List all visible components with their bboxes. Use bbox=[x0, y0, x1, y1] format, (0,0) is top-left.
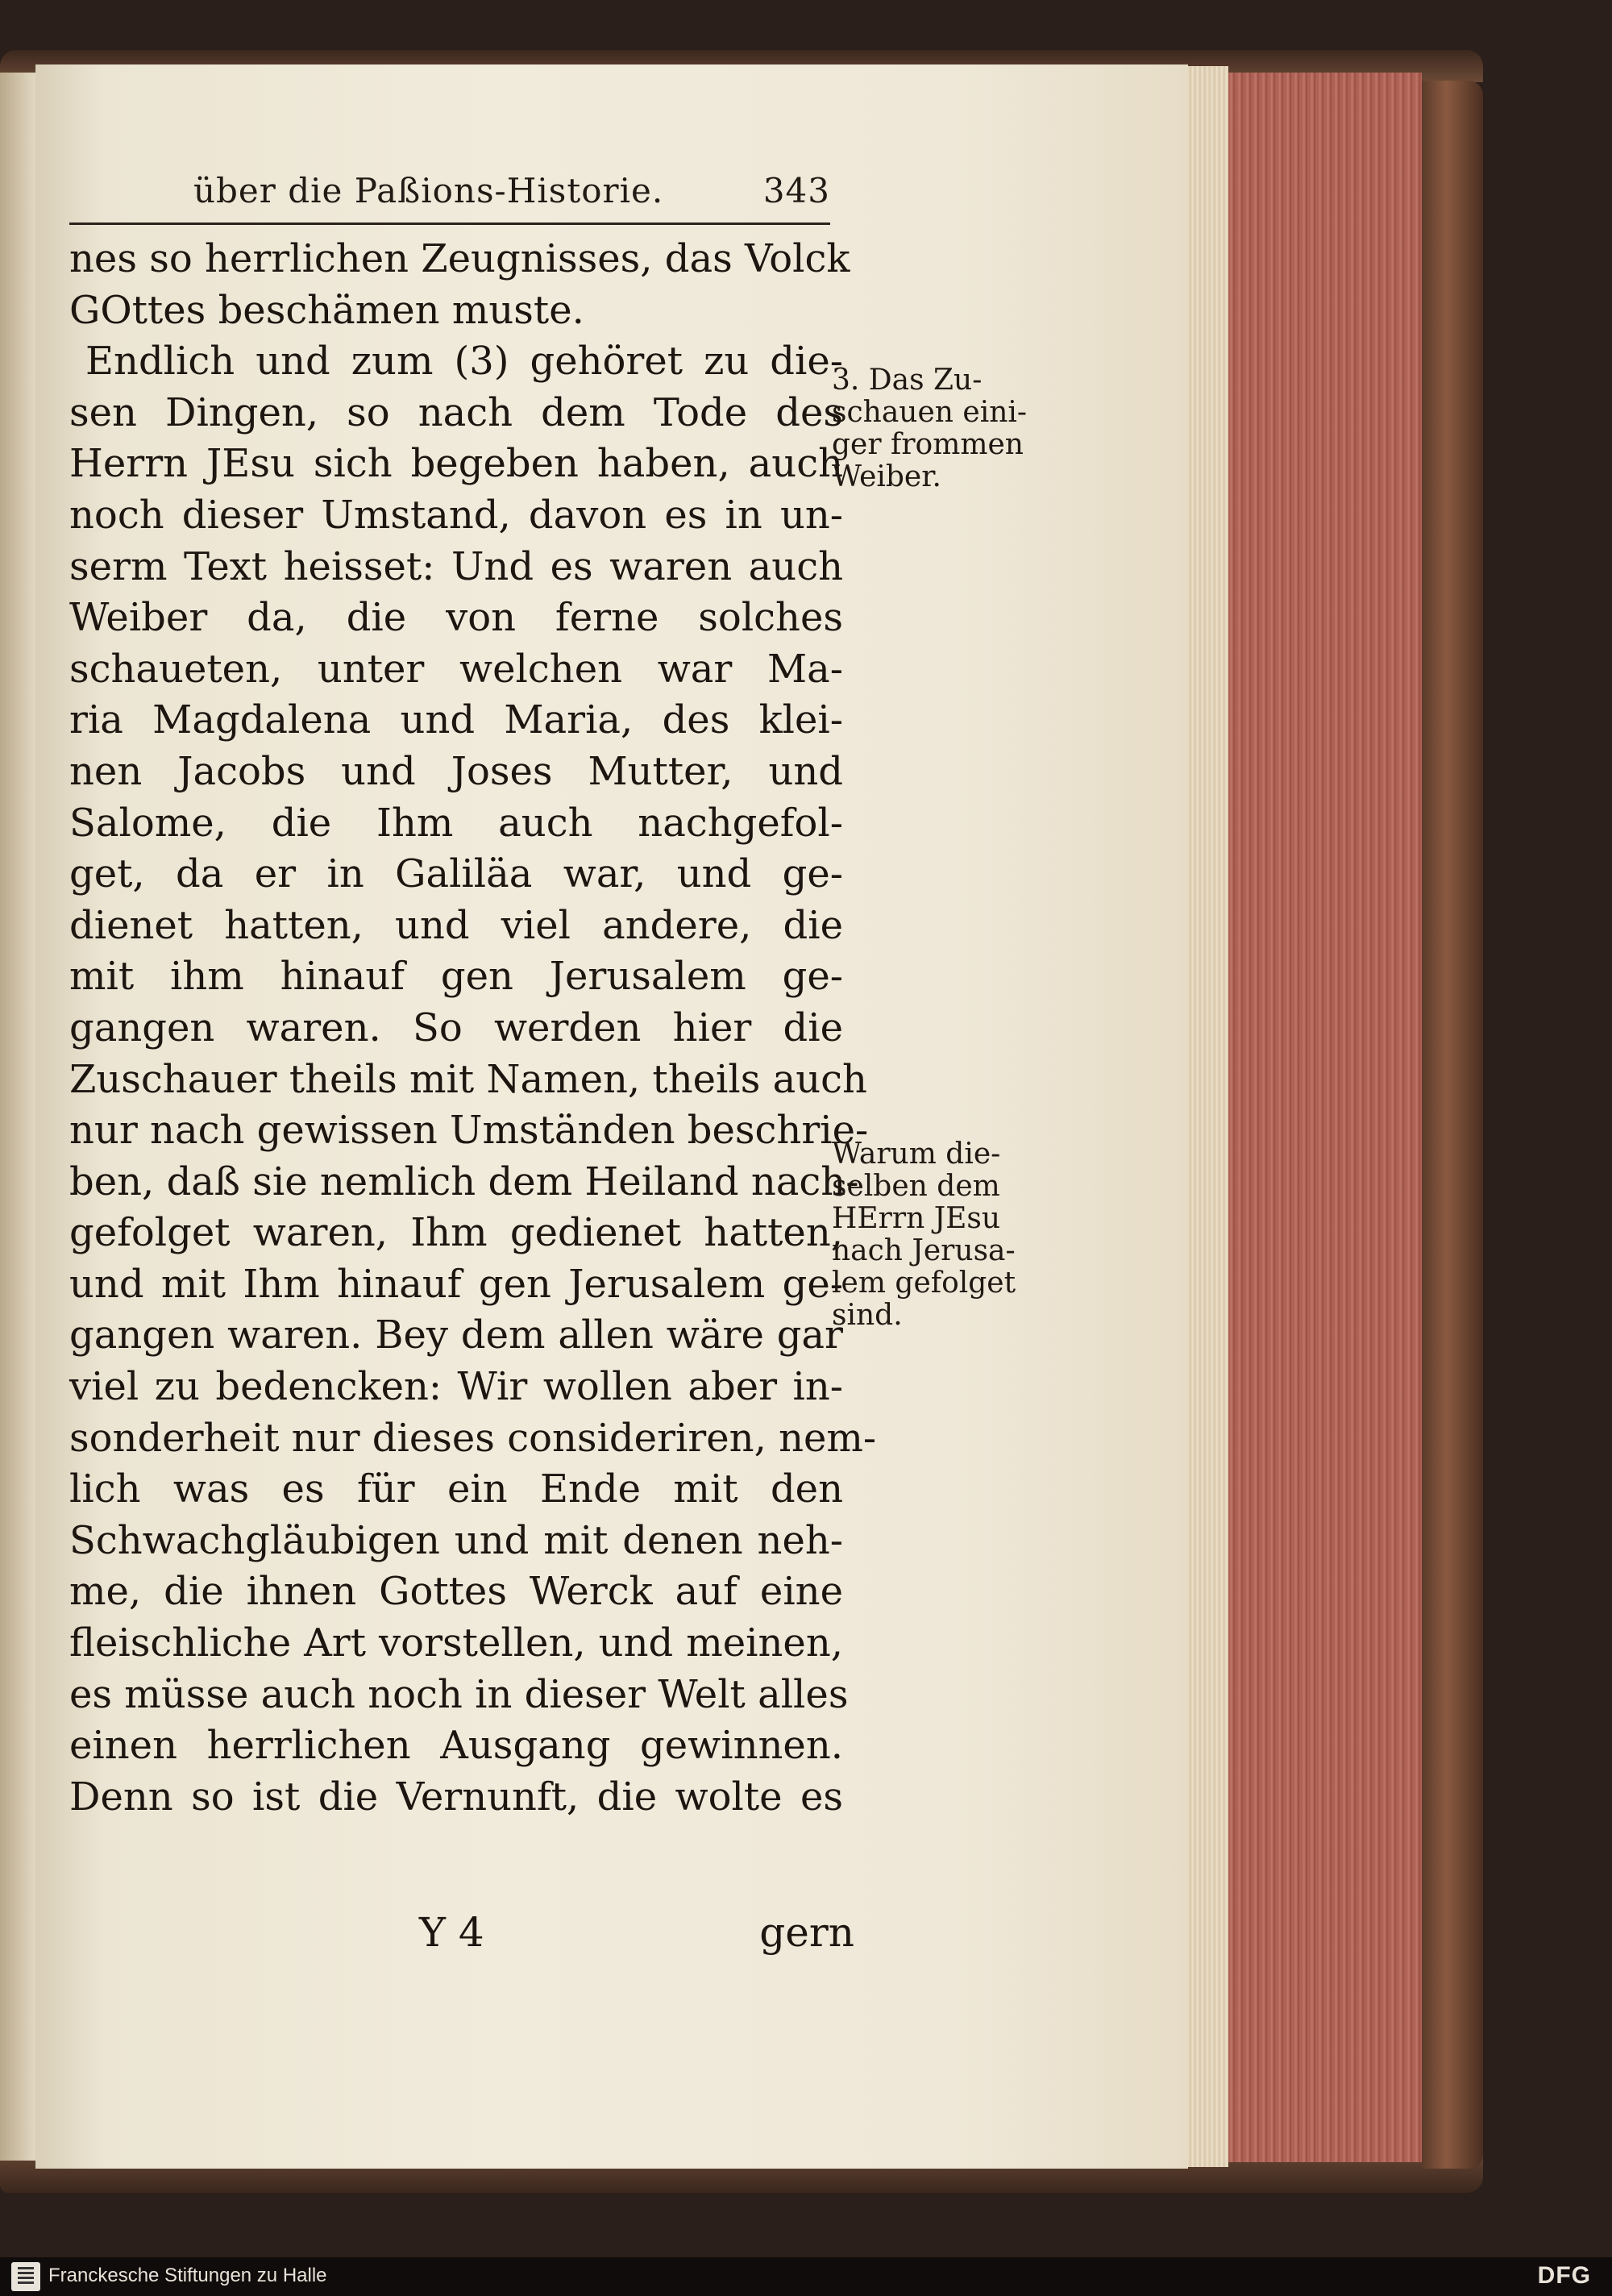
text-line: ben, daß sie nemlich dem Heiland nach- bbox=[69, 1158, 859, 1204]
text-line: me, die ihnen Gottes Werck auf eine bbox=[69, 1569, 843, 1615]
marginal-line: Warum die- bbox=[832, 1138, 1001, 1171]
text-line: gefolget waren, Ihm gedienet hatten, bbox=[69, 1210, 843, 1256]
text-line: Salome, die Ihm auch nachgefol- bbox=[69, 800, 843, 846]
catchword: gern bbox=[759, 1909, 854, 1956]
institution-logo-icon bbox=[11, 2262, 40, 2291]
text-line: und mit Ihm hinauf gen Jerusalem ge- bbox=[69, 1261, 843, 1307]
text-line: Herrn JEsu sich begeben haben, auch bbox=[69, 441, 843, 487]
marginal-line: selben dem bbox=[832, 1170, 1000, 1203]
text-line: Endlich und zum (3) gehöret zu die- bbox=[85, 339, 843, 385]
institution-credit: Franckesche Stiftungen zu Halle bbox=[48, 2265, 327, 2286]
marginal-line: HErrn JEsu bbox=[832, 1202, 1001, 1235]
page-footer bbox=[419, 1909, 854, 1961]
running-title: über die Paßions-Historie. bbox=[193, 171, 664, 210]
text-line: get, da er in Galiläa war, und ge- bbox=[69, 851, 843, 897]
text-line: gangen waren. So werden hier die bbox=[69, 1004, 843, 1050]
book-binding bbox=[1422, 81, 1483, 2169]
marginal-line: 3. Das Zu- bbox=[832, 364, 983, 397]
text-line: viel zu bedencken: Wir wollen aber in- bbox=[69, 1364, 843, 1410]
text-line: sen Dingen, so nach dem Tode des bbox=[69, 389, 843, 435]
marginal-line: lem gefolget bbox=[832, 1267, 1016, 1300]
marginal-line: Weiber. bbox=[832, 460, 941, 493]
marginal-line: schauen eini- bbox=[832, 396, 1028, 429]
page-block-edge bbox=[1188, 66, 1228, 2167]
text-line: nur nach gewissen Umständen beschrie- bbox=[69, 1108, 869, 1154]
text-line: nes so herrlichen Zeugnisses, das Volck bbox=[69, 236, 850, 281]
text-line: GOttes beschämen muste. bbox=[69, 287, 584, 333]
facing-page-edge bbox=[0, 73, 35, 2161]
funder-credit: DFG bbox=[1537, 2262, 1591, 2289]
red-page-edges bbox=[1228, 73, 1422, 2162]
text-line: Weiber da, die von ferne solches bbox=[69, 595, 843, 641]
marginal-line: sind. bbox=[832, 1299, 903, 1332]
text-line: Denn so ist die Vernunft, die wolte es bbox=[69, 1774, 843, 1820]
text-line: lich was es für ein Ende mit den bbox=[69, 1466, 843, 1512]
running-header bbox=[193, 171, 830, 223]
signature-mark: Y 4 bbox=[419, 1909, 484, 1956]
text-line: fleischliche Art vorstellen, und meinen, bbox=[69, 1620, 843, 1666]
text-line: schaueten, unter welchen war Ma- bbox=[69, 646, 843, 692]
text-line: es müsse auch noch in dieser Welt alles bbox=[69, 1671, 849, 1717]
marginal-note-1 bbox=[832, 364, 1074, 493]
text-line: einen herrlichen Ausgang gewinnen. bbox=[69, 1723, 843, 1769]
text-line: gangen waren. Bey dem allen wäre gar bbox=[69, 1312, 843, 1358]
text-line: dienet hatten, und viel andere, die bbox=[69, 902, 843, 948]
header-rule bbox=[69, 223, 830, 225]
marginal-note-2 bbox=[832, 1138, 1074, 1332]
marginal-line: ger frommen bbox=[832, 428, 1024, 461]
text-line: Zuschauer theils mit Namen, theils auch bbox=[69, 1056, 867, 1102]
text-line: Schwachgläubigen und mit denen neh- bbox=[69, 1517, 843, 1563]
text-line: mit ihm hinauf gen Jerusalem ge- bbox=[69, 954, 843, 1000]
text-line: ria Magdalena und Maria, des klei- bbox=[69, 697, 843, 743]
text-line: sonderheit nur dieses consideriren, nem- bbox=[69, 1415, 877, 1461]
text-line: serm Text heisset: Und es waren auch bbox=[69, 543, 843, 589]
marginal-line: nach Jerusa- bbox=[832, 1234, 1016, 1267]
text-line: noch dieser Umstand, davon es in un- bbox=[69, 492, 843, 538]
text-line: nen Jacobs und Joses Mutter, und bbox=[69, 748, 843, 794]
page-number: 343 bbox=[762, 171, 830, 210]
